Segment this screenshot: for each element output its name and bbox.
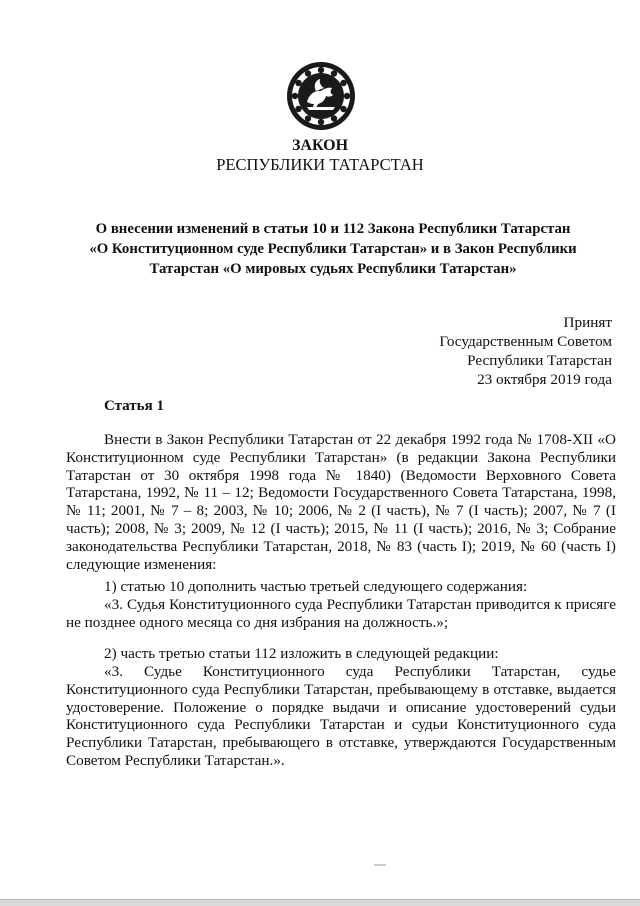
amendment-item-2: 2) часть третью статьи 112 изложить в следующей редакции: (104, 645, 499, 662)
scan-artifact (374, 864, 386, 866)
law-title: ЗАКОН (291, 137, 349, 154)
heading-line: Татарстан «О мировых судьях Республики Татарстан» (149, 261, 517, 277)
adoption-line: Республики Татарстан (467, 352, 612, 369)
article-intro: Внести в Закон Республики Татарстан от 22 декабря 1992 года № 1708-XII «О Конституционном суде Республики Татарстан» (в редакции Закона Республики Татарстан от 30 октября 1998 года № 1840) (Ведомости Верховного Совета Татарстана, 1992, № 11 – 12; Ведомости Государственного Совета Татарстана, 1998, № 11; 2001, № 7 – 8; 2003, № 10; 2006, № 2 (I часть), № 7 (I часть); 2007, № 7 (I часть); 2008, № 3; 2009, № 12 (I часть); 2015, № 11 (I часть); 2016, № 3; Собрание законодательства Республики Татарстан, 2018, № 83 (часть I); 2019, № 60 (часть I) следующие изменения: (66, 431, 616, 573)
adoption-block (439, 313, 612, 389)
article-title: Статья 1 (104, 398, 164, 414)
adoption-line: Принят (563, 314, 612, 331)
law-subtitle: РЕСПУБЛИКИ ТАТАРСТАН (216, 155, 424, 174)
heading-line: «О Конституционном суде Республики Татарстан» и в Закон Республики (89, 241, 577, 257)
heading-line: О внесении изменений в статьи 10 и 112 Закона Республики Татарстан (95, 221, 571, 237)
adoption-line: Государственным Советом (439, 333, 612, 350)
adoption-date: 23 октября 2019 года (477, 371, 612, 388)
law-heading (68, 219, 598, 279)
coat-of-arms-icon (285, 60, 357, 132)
amendment-quote-1: «3. Судья Конституционного суда Республики Татарстан приводится к присяге не позднее одного месяца со дня избрания на должность.»; (66, 596, 616, 631)
amendment-item-1: 1) статью 10 дополнить частью третьей следующего содержания: (104, 578, 528, 595)
amendment-quote-2: «3. Судье Конституционного суда Республики Татарстан, судье Конституционного суда Республики Татарстан, пребывающему в отставке, выдается удостоверение. Положение о порядке выдачи и описание удостоверений судьи Конституционного суда Республики Татарстан и судьи Конституционного суда Республики Татарстан, пребывающего в отставке, утверждаются Государственным Советом Республики Татарстан.». (66, 663, 616, 769)
